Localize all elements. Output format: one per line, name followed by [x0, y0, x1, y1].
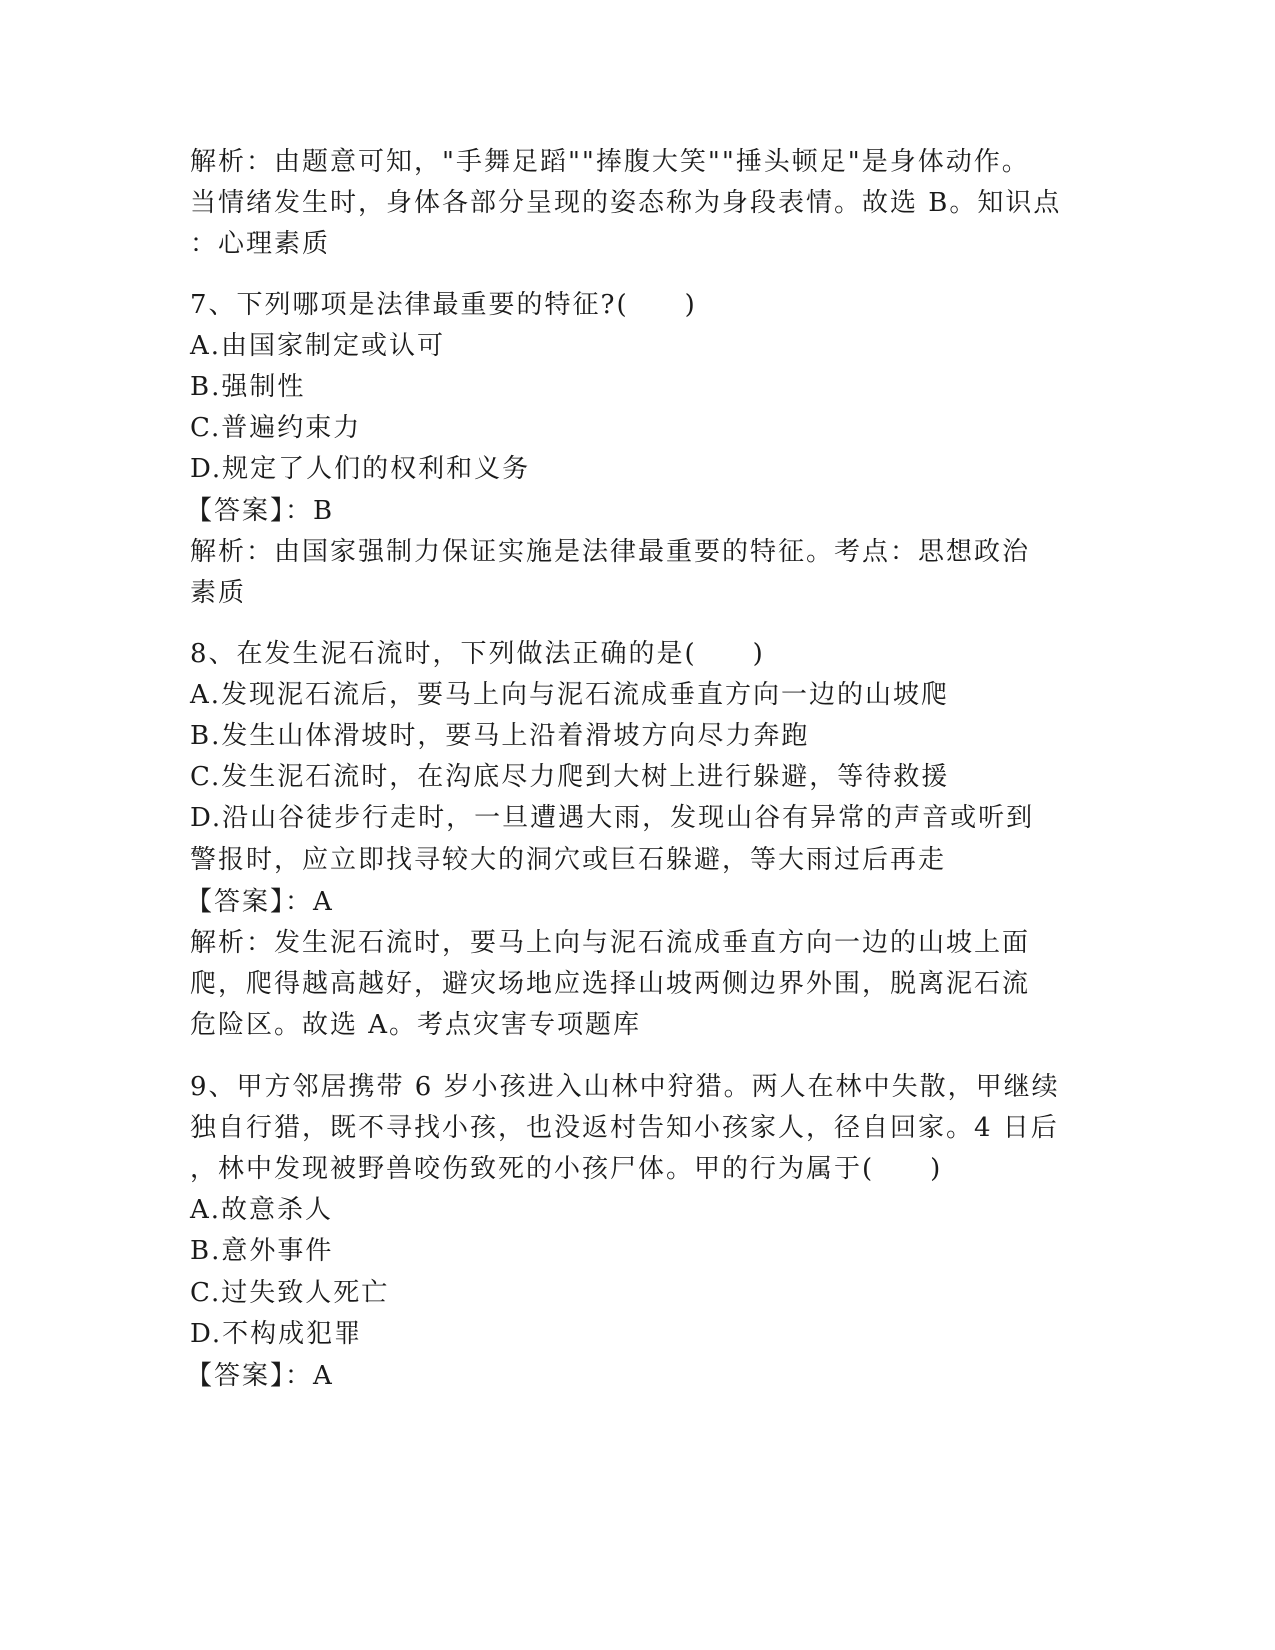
option-b: B.发生山体滑坡时，要马上沿着滑坡方向尽力奔跑	[190, 721, 810, 751]
option-d: D.沿山谷徒步行走时，一旦遭遇大雨，发现山谷有异常的声音或听到	[190, 803, 1035, 833]
explanation-line: 解析：由题意可知，"手舞足蹈""捧腹大笑""捶头顿足"是身体动作。	[190, 147, 1030, 177]
option-c: C.过失致人死亡	[190, 1278, 390, 1308]
option-d-continued: 警报时，应立即找寻较大的洞穴或巨石躲避，等大雨过后再走	[190, 845, 947, 875]
option-a: A.故意杀人	[190, 1195, 334, 1225]
answer: 【答案】：A	[186, 1361, 334, 1391]
option-b: B.强制性	[190, 372, 306, 402]
option-c: C.普遍约束力	[190, 413, 362, 443]
option-d: D.规定了人们的权利和义务	[190, 454, 531, 484]
question-stem: 独自行猎，既不寻找小孩，也没返村告知小孩家人，径自回家。4 日后	[190, 1113, 1059, 1143]
explanation-line: 素质	[190, 578, 247, 608]
explanation-line: 解析：发生泥石流时，要马上向与泥石流成垂直方向一边的山坡上面	[190, 928, 1031, 958]
explanation-line: 爬，爬得越高越好，避灾场地应选择山坡两侧边界外围，脱离泥石流	[190, 969, 1031, 999]
question-stem: 8、在发生泥石流时，下列做法正确的是( )	[190, 639, 765, 669]
explanation-line: 解析：由国家强制力保证实施是法律最重要的特征。考点：思想政治	[190, 537, 1031, 567]
question-stem: 7、下列哪项是法律最重要的特征?( )	[190, 290, 697, 320]
question-stem: 9、甲方邻居携带 6 岁小孩进入山林中狩猎。两人在林中失散，甲继续	[190, 1072, 1060, 1102]
explanation-line: 危险区。故选 A。考点灾害专项题库	[190, 1010, 642, 1040]
explanation-line: 当情绪发生时，身体各部分呈现的姿态称为身段表情。故选 B。知识点	[190, 188, 1062, 218]
answer: 【答案】：B	[186, 496, 335, 526]
option-c: C.发生泥石流时，在沟底尽力爬到大树上进行躲避，等待救援	[190, 762, 950, 792]
option-d: D.不构成犯罪	[190, 1319, 363, 1349]
answer: 【答案】：A	[186, 887, 334, 917]
question-stem: ，林中发现被野兽咬伤致死的小孩尸体。甲的行为属于( )	[190, 1154, 943, 1184]
option-a: A.发现泥石流后，要马上向与泥石流成垂直方向一边的山坡爬	[190, 680, 950, 710]
option-b: B.意外事件	[190, 1236, 334, 1266]
explanation-line: ：心理素质	[190, 229, 331, 259]
option-a: A.由国家制定或认可	[190, 331, 446, 361]
